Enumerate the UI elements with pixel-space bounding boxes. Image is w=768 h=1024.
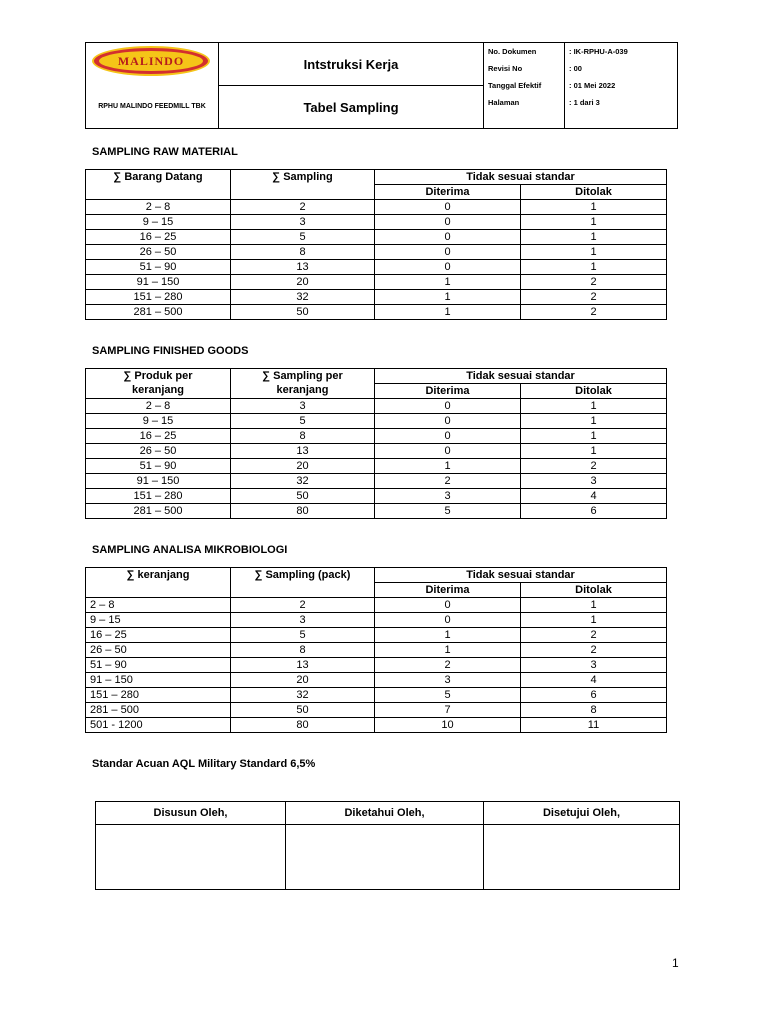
table-cell: 50 bbox=[231, 489, 375, 504]
table-finished-goods bbox=[85, 368, 667, 519]
table-cell: 2 – 8 bbox=[86, 399, 231, 414]
table-cell: 5 bbox=[231, 628, 375, 643]
col-header bbox=[231, 369, 375, 399]
table-cell: 80 bbox=[231, 718, 375, 733]
table-row bbox=[86, 245, 667, 260]
table-cell: 0 bbox=[375, 399, 521, 414]
col-header: ∑ keranjang bbox=[86, 568, 231, 598]
signature-header: Disetujui Oleh, bbox=[484, 802, 680, 825]
table-row bbox=[86, 658, 667, 673]
signature-table bbox=[95, 801, 680, 890]
table-row bbox=[86, 489, 667, 504]
meta-value: : 1 dari 3 bbox=[569, 98, 600, 107]
table-row bbox=[86, 613, 667, 628]
table-raw-material bbox=[85, 169, 667, 320]
table-cell: 3 bbox=[231, 613, 375, 628]
table-row bbox=[86, 260, 667, 275]
table-cell: 0 bbox=[375, 260, 521, 275]
table-cell: 2 bbox=[521, 275, 667, 290]
table-cell: 13 bbox=[231, 658, 375, 673]
sub-header: Ditolak bbox=[521, 583, 667, 598]
table-row bbox=[86, 504, 667, 519]
table-cell: 50 bbox=[231, 305, 375, 320]
table-row bbox=[86, 703, 667, 718]
doc-subtitle: Tabel Sampling bbox=[219, 86, 484, 129]
table-cell: 13 bbox=[231, 444, 375, 459]
meta-label: No. Dokumen bbox=[488, 47, 537, 56]
meta-labels bbox=[484, 43, 565, 129]
meta-label: Revisi No bbox=[488, 64, 523, 73]
table-cell: 3 bbox=[231, 215, 375, 230]
table-row bbox=[86, 290, 667, 305]
logo-cell bbox=[86, 43, 219, 129]
table-cell: 26 – 50 bbox=[86, 444, 231, 459]
table-row bbox=[86, 414, 667, 429]
table-cell: 0 bbox=[375, 200, 521, 215]
table-cell: 0 bbox=[375, 245, 521, 260]
table-row bbox=[86, 215, 667, 230]
page-number: 1 bbox=[672, 956, 679, 970]
table-row bbox=[86, 230, 667, 245]
table-cell: 2 bbox=[375, 474, 521, 489]
table-row bbox=[86, 718, 667, 733]
table-cell: 51 – 90 bbox=[86, 658, 231, 673]
table-row bbox=[86, 598, 667, 613]
signature-header: Disusun Oleh, bbox=[96, 802, 286, 825]
table-cell: 1 bbox=[375, 628, 521, 643]
table-cell: 32 bbox=[231, 290, 375, 305]
table-cell: 91 – 150 bbox=[86, 673, 231, 688]
signature-header: Diketahui Oleh, bbox=[286, 802, 484, 825]
table-cell: 8 bbox=[231, 643, 375, 658]
table-cell: 1 bbox=[521, 399, 667, 414]
col-header-line: ∑ Produk per bbox=[123, 370, 193, 382]
table-cell: 32 bbox=[231, 688, 375, 703]
table-cell: 2 bbox=[375, 658, 521, 673]
table-cell: 50 bbox=[231, 703, 375, 718]
table-cell: 32 bbox=[231, 474, 375, 489]
table-cell: 2 – 8 bbox=[86, 200, 231, 215]
table-row bbox=[86, 673, 667, 688]
table-cell: 2 bbox=[231, 598, 375, 613]
meta-value: : IK-RPHU-A-039 bbox=[569, 47, 628, 56]
table-cell: 6 bbox=[521, 688, 667, 703]
table-cell: 0 bbox=[375, 444, 521, 459]
aql-note: Standar Acuan AQL Military Standard 6,5% bbox=[92, 758, 316, 770]
table-cell: 1 bbox=[521, 429, 667, 444]
table-cell: 16 – 25 bbox=[86, 628, 231, 643]
table-cell: 1 bbox=[521, 245, 667, 260]
group-header: Tidak sesuai standar bbox=[375, 568, 667, 583]
table-cell: 91 – 150 bbox=[86, 474, 231, 489]
table-row bbox=[86, 688, 667, 703]
table-cell: 8 bbox=[231, 245, 375, 260]
doc-title: Intstruksi Kerja bbox=[219, 43, 484, 86]
table-cell: 281 – 500 bbox=[86, 703, 231, 718]
table-cell: 80 bbox=[231, 504, 375, 519]
malindo-logo bbox=[92, 46, 210, 76]
group-header: Tidak sesuai standar bbox=[375, 170, 667, 185]
logo-text: MALINDO bbox=[99, 51, 203, 71]
signature-box bbox=[286, 825, 484, 890]
table-cell: 91 – 150 bbox=[86, 275, 231, 290]
col-header-line: keranjang bbox=[276, 384, 329, 396]
col-header-line: keranjang bbox=[132, 384, 184, 396]
table-cell: 5 bbox=[231, 230, 375, 245]
sub-header: Diterima bbox=[375, 583, 521, 598]
table-cell: 281 – 500 bbox=[86, 305, 231, 320]
col-header: ∑ Sampling (pack) bbox=[231, 568, 375, 598]
table-cell: 2 – 8 bbox=[86, 598, 231, 613]
table-cell: 2 bbox=[231, 200, 375, 215]
table-cell: 151 – 280 bbox=[86, 688, 231, 703]
signature-box bbox=[96, 825, 286, 890]
table-cell: 4 bbox=[521, 489, 667, 504]
meta-values bbox=[565, 43, 678, 129]
table-cell: 7 bbox=[375, 703, 521, 718]
table-cell: 10 bbox=[375, 718, 521, 733]
table-cell: 9 – 15 bbox=[86, 613, 231, 628]
group-header: Tidak sesuai standar bbox=[375, 369, 667, 384]
table-cell: 1 bbox=[521, 444, 667, 459]
table-cell: 26 – 50 bbox=[86, 245, 231, 260]
table-cell: 3 bbox=[521, 658, 667, 673]
table-cell: 20 bbox=[231, 673, 375, 688]
table-row bbox=[86, 643, 667, 658]
table-cell: 51 – 90 bbox=[86, 260, 231, 275]
table-row bbox=[86, 305, 667, 320]
meta-value: : 00 bbox=[569, 64, 582, 73]
table-row bbox=[86, 200, 667, 215]
table-cell: 0 bbox=[375, 613, 521, 628]
table-cell: 11 bbox=[521, 718, 667, 733]
document-header bbox=[85, 42, 678, 129]
table-cell: 1 bbox=[521, 230, 667, 245]
table-row bbox=[86, 399, 667, 414]
table-row bbox=[86, 275, 667, 290]
table-cell: 1 bbox=[521, 215, 667, 230]
meta-label: Halaman bbox=[488, 98, 520, 107]
table-cell: 5 bbox=[231, 414, 375, 429]
table-cell: 2 bbox=[521, 459, 667, 474]
table-cell: 16 – 25 bbox=[86, 230, 231, 245]
table-cell: 20 bbox=[231, 275, 375, 290]
table-cell: 5 bbox=[375, 504, 521, 519]
table-cell: 6 bbox=[521, 504, 667, 519]
signature-box bbox=[484, 825, 680, 890]
table-cell: 13 bbox=[231, 260, 375, 275]
sub-header: Diterima bbox=[375, 185, 521, 200]
table-row bbox=[86, 429, 667, 444]
table-cell: 20 bbox=[231, 459, 375, 474]
table-cell: 0 bbox=[375, 598, 521, 613]
table-cell: 1 bbox=[521, 260, 667, 275]
table-cell: 0 bbox=[375, 230, 521, 245]
table-row bbox=[86, 628, 667, 643]
table-row bbox=[86, 459, 667, 474]
table-cell: 3 bbox=[375, 489, 521, 504]
table-cell: 1 bbox=[375, 305, 521, 320]
col-header: ∑ Sampling bbox=[231, 170, 375, 200]
table-cell: 3 bbox=[375, 673, 521, 688]
table-row bbox=[86, 444, 667, 459]
table-cell: 1 bbox=[375, 459, 521, 474]
sub-header: Ditolak bbox=[521, 384, 667, 399]
table-cell: 51 – 90 bbox=[86, 459, 231, 474]
table-cell: 1 bbox=[521, 613, 667, 628]
table-cell: 0 bbox=[375, 414, 521, 429]
table-cell: 2 bbox=[521, 643, 667, 658]
table-cell: 8 bbox=[521, 703, 667, 718]
table-mikrobiologi bbox=[85, 567, 667, 733]
meta-value: : 01 Mei 2022 bbox=[569, 81, 616, 90]
table-cell: 4 bbox=[521, 673, 667, 688]
table-cell: 9 – 15 bbox=[86, 414, 231, 429]
col-header: ∑ Barang Datang bbox=[86, 170, 231, 200]
table-cell: 5 bbox=[375, 688, 521, 703]
table-cell: 0 bbox=[375, 215, 521, 230]
table-cell: 151 – 280 bbox=[86, 489, 231, 504]
company-name: RPHU MALINDO FEEDMILL TBK bbox=[98, 103, 206, 110]
col-header-line: ∑ Sampling per bbox=[262, 370, 343, 382]
table-cell: 3 bbox=[521, 474, 667, 489]
table-cell: 2 bbox=[521, 305, 667, 320]
sub-header: Ditolak bbox=[521, 185, 667, 200]
table-cell: 2 bbox=[521, 628, 667, 643]
sub-header: Diterima bbox=[375, 384, 521, 399]
table-cell: 16 – 25 bbox=[86, 429, 231, 444]
table-cell: 1 bbox=[375, 643, 521, 658]
section-title-mikrobiologi: SAMPLING ANALISA MIKROBIOLOGI bbox=[92, 544, 288, 556]
table-row bbox=[86, 474, 667, 489]
table-cell: 0 bbox=[375, 429, 521, 444]
table-cell: 1 bbox=[375, 290, 521, 305]
table-cell: 2 bbox=[521, 290, 667, 305]
table-cell: 1 bbox=[521, 598, 667, 613]
table-cell: 1 bbox=[521, 200, 667, 215]
table-cell: 3 bbox=[231, 399, 375, 414]
table-cell: 281 – 500 bbox=[86, 504, 231, 519]
meta-label: Tanggal Efektif bbox=[488, 81, 542, 90]
table-cell: 151 – 280 bbox=[86, 290, 231, 305]
table-cell: 1 bbox=[375, 275, 521, 290]
table-cell: 501 - 1200 bbox=[86, 718, 231, 733]
table-cell: 26 – 50 bbox=[86, 643, 231, 658]
col-header bbox=[86, 369, 231, 399]
table-cell: 1 bbox=[521, 414, 667, 429]
table-cell: 8 bbox=[231, 429, 375, 444]
table-cell: 9 – 15 bbox=[86, 215, 231, 230]
section-title-finished-goods: SAMPLING FINISHED GOODS bbox=[92, 345, 249, 357]
section-title-raw-material: SAMPLING RAW MATERIAL bbox=[92, 146, 238, 158]
